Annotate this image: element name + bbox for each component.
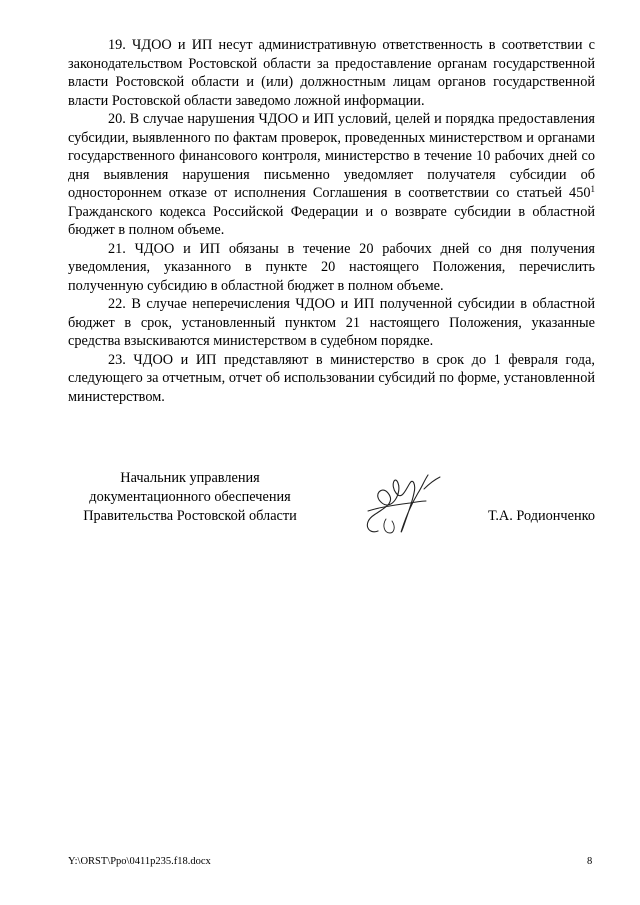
footer-file-path: Y:\ORST\Ppo\0411p235.f18.docx: [68, 856, 211, 867]
paragraph-19: 19. ЧДОО и ИП несут административную ответственность в соответствии с законодательством Ростовской области за предоставление органам государственной власти Ростовской области и (или) должностным лицам органов государственной власти Ростовской области заведомо ложной информации.: [68, 37, 595, 109]
paragraph-20-text-cont: Гражданского кодекса Российской Федерации и о возврате субсидии в областной бюджет в полном объеме.: [68, 203, 595, 238]
signatory-name: Т.А. Родионченко: [488, 508, 595, 524]
footer-page-number: 8: [587, 856, 593, 867]
paragraph-20: [68, 110, 595, 240]
signatory-title: [68, 469, 312, 526]
signatory-title-line-1: Начальник управления: [120, 470, 260, 486]
document-body: [68, 36, 595, 406]
paragraph-20-text: 20. В случае нарушения ЧДОО и ИП условий, целей и порядка предоставления субсидии, выявленного по фактам проверок, проведенных министерством и органами государственного финансового контроля, министерство в течение 10 рабочих дней со дня выявления нарушения письменно уведомляет получателя субсидии об одностороннем отказе от исполнения Соглашения в соответствии со статьей 450: [68, 111, 595, 201]
paragraph-21: 21. ЧДОО и ИП обязаны в течение 20 рабочих дней со дня получения уведомления, указанного в пункте 20 настоящего Положения, перечислить полученную субсидию в областной бюджет в полном объеме.: [68, 240, 595, 294]
signature-block: [68, 469, 595, 549]
paragraph-22: 22. В случае неперечисления ЧДОО и ИП полученной субсидии в областной бюджет в срок, установленный пунктом 21 настоящего Положения, указанные средства взыскиваются министерством в судебном порядке.: [68, 296, 595, 349]
superscript-marker: 1: [590, 184, 595, 194]
signatory-title-line-2: документационного обеспечения: [89, 489, 291, 505]
signatory-title-line-3: Правительства Ростовской области: [83, 508, 297, 524]
handwritten-signature: [338, 463, 458, 543]
paragraph-23: 23. ЧДОО и ИП представляют в министерство в срок до 1 февраля года, следующего за отчетным, отчет об использовании субсидий по форме, установленной министерством.: [68, 351, 595, 405]
